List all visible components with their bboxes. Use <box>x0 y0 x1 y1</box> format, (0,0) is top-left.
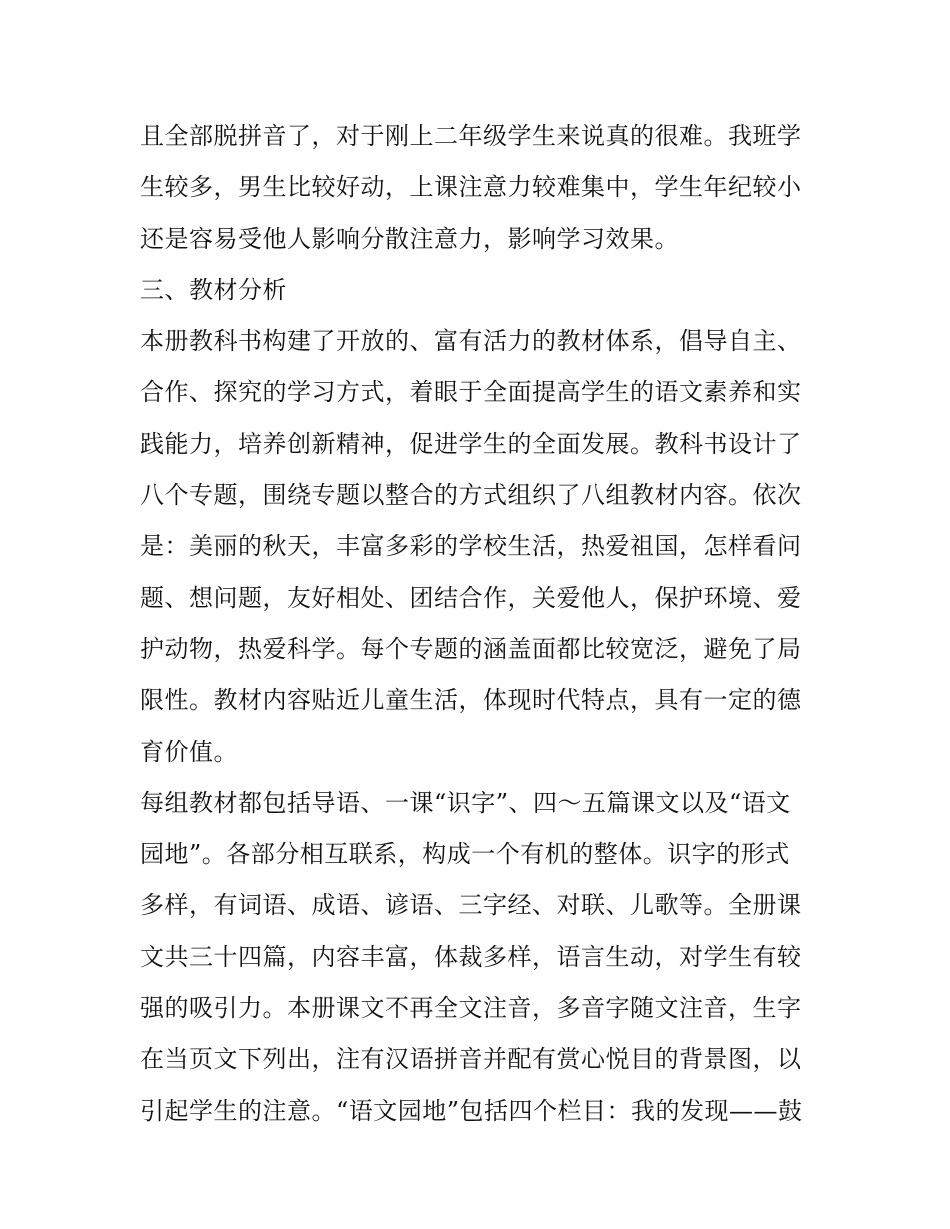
text-line-17: 文共三十四篇，内容丰富，体裁多样，语言生动，对学生有较 <box>140 942 802 971</box>
text-line-5: 本册教科书构建了开放的、富有活力的教材体系，倡导自主、 <box>140 327 802 356</box>
text-line-10: 题、想问题，友好相处、团结合作，关爱他人，保护环境、爱 <box>140 583 802 612</box>
text-line-7: 践能力，培养创新精神，促进学生的全面发展。教科书设计了 <box>140 429 802 458</box>
text-line-13: 育价值。 <box>140 737 238 766</box>
text-line-3: 还是容易受他人影响分散注意力，影响学习效果。 <box>140 224 679 253</box>
text-line-16: 多样，有词语、成语、谚语、三字经、对联、儿歌等。全册课 <box>140 891 802 920</box>
text-line-6: 合作、探究的学习方式，着眼于全面提高学生的语文素养和实 <box>140 378 802 407</box>
text-line-18: 强的吸引力。本册课文不再全文注音，多音字随文注音，生字 <box>140 994 802 1023</box>
text-line-1: 且全部脱拼音了，对于刚上二年级学生来说真的很难。我班学 <box>140 122 802 150</box>
text-line-20: 引起学生的注意。“语文园地”包括四个栏目：我的发现——鼓 <box>140 1096 803 1125</box>
text-line-14: 每组教材都包括导语、一课“识字”、四～五篇课文以及“语文 <box>140 788 791 817</box>
text-line-8: 八个专题，围绕专题以整合的方式组织了八组教材内容。依次 <box>140 481 802 510</box>
text-line-15: 园地”。各部分相互联系，构成一个有机的整体。识字的形式 <box>140 840 790 869</box>
text-line-2: 生较多，男生比较好动，上课注意力较难集中，学生年纪较小 <box>140 173 802 202</box>
body-text <box>140 111 820 1137</box>
text-line-11: 护动物，热爱科学。每个专题的涵盖面都比较宽泛，避免了局 <box>140 634 802 663</box>
text-line-19: 在当页文下列出，注有汉语拼音并配有赏心悦目的背景图，以 <box>140 1045 802 1074</box>
text-line-9: 是：美丽的秋天，丰富多彩的学校生活，热爱祖国，怎样看问 <box>140 532 802 561</box>
text-line-12: 限性。教材内容贴近儿童生活，体现时代特点，具有一定的德 <box>140 686 802 715</box>
section-heading: 三、教材分析 <box>140 275 287 304</box>
